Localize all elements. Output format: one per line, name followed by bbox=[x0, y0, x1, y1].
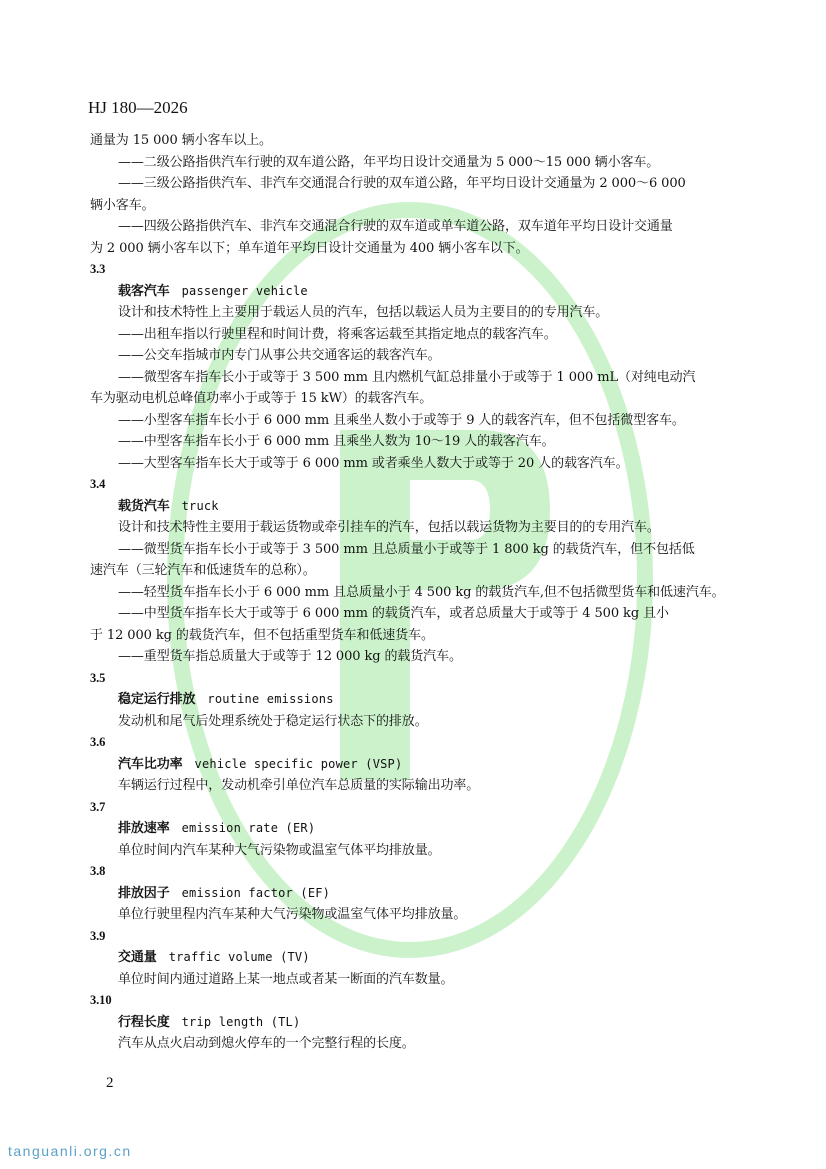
text-line: 单位时间内通过道路上某一地点或者某一断面的汽车数量。 bbox=[118, 971, 454, 987]
term-english: truck bbox=[181, 498, 219, 513]
text-line: 单位时间内汽车某种大气污染物或温室气体平均排放量。 bbox=[118, 842, 441, 858]
term-heading bbox=[0, 754, 826, 776]
term-chinese: 交通量 bbox=[118, 950, 157, 965]
text-line: 汽车从点火启动到熄火停车的一个完整行程的长度。 bbox=[118, 1036, 415, 1051]
term-english: trip length (TL) bbox=[181, 1014, 301, 1029]
document-body bbox=[0, 130, 826, 1055]
term-chinese: 稳定运行排放 bbox=[118, 692, 196, 707]
text-line: 设计和技术特性主要用于载运货物或牵引挂车的汽车，包括以载运货物为主要目的的专用汽车。 bbox=[118, 520, 660, 535]
text-line: 车辆运行过程中，发动机牵引单位汽车总质量的实际输出功率。 bbox=[118, 778, 480, 793]
text-line: ——公交车指城市内专门从事公共交通客运的载客汽车。 bbox=[118, 348, 441, 363]
standard-code-header: HJ 180—2026 bbox=[88, 98, 188, 117]
text-line: ——出租车指以行驶里程和时间计费，将乘客运载至其指定地点的载客汽车。 bbox=[118, 326, 557, 342]
text-line: ——中型货车指车长大于或等于 6 000 mm 的载货汽车，或者总质量大于或等于 4 500 kg 且小 bbox=[118, 606, 669, 621]
text-line: 通量为 15 000 辆小客车以上。 bbox=[90, 133, 272, 148]
clause-number: 3.5 bbox=[90, 670, 106, 685]
text-line: 于 12 000 kg 的载货汽车，但不包括重型货车和低速货车。 bbox=[90, 627, 434, 643]
term-chinese: 载货汽车 bbox=[118, 498, 170, 514]
term-english: emission factor (EF) bbox=[181, 885, 331, 900]
site-watermark-bar bbox=[0, 1135, 826, 1169]
text-line: 辆小客车。 bbox=[90, 197, 155, 213]
text-line: ——轻型货车指车长小于 6 000 mm 且总质量小于 4 500 kg 的载货汽车,但不包括微型货车和低速汽车。 bbox=[118, 584, 725, 600]
term-heading bbox=[0, 1012, 826, 1034]
text-line: ——重型货车指总质量大于或等于 12 000 kg 的载货汽车。 bbox=[118, 649, 462, 664]
term-chinese: 排放速率 bbox=[118, 821, 170, 836]
term-chinese: 排放因子 bbox=[118, 885, 170, 901]
text-line: ——四级公路指供汽车、非汽车交通混合行驶的双车道或单车道公路，双车道年平均日设计交通量 bbox=[118, 219, 673, 234]
term-chinese: 行程长度 bbox=[118, 1014, 170, 1030]
site-watermark-text: tanguanli.org.cn bbox=[8, 1143, 132, 1159]
term-heading bbox=[0, 883, 826, 905]
term-heading bbox=[0, 947, 826, 969]
text-line: 单位行驶里程内汽车某种大气污染物或温室气体平均排放量。 bbox=[118, 907, 467, 922]
clause-number: 3.9 bbox=[90, 928, 106, 943]
page-number: 2 bbox=[106, 1075, 114, 1091]
term-heading bbox=[0, 281, 826, 303]
text-line: 发动机和尾气后处理系统处于稳定运行状态下的排放。 bbox=[118, 713, 428, 729]
clause-number: 3.3 bbox=[90, 262, 106, 276]
clause-number: 3.6 bbox=[90, 735, 106, 749]
clause-number: 3.4 bbox=[90, 477, 106, 491]
term-heading bbox=[0, 818, 826, 840]
term-heading bbox=[0, 496, 826, 518]
text-line: ——大型客车指车长大于或等于 6 000 mm 或者乘坐人数大于或等于 20 人的载客汽车。 bbox=[118, 455, 629, 471]
text-line: 设计和技术特性上主要用于载运人员的汽车，包括以载运人员为主要目的的专用汽车。 bbox=[118, 305, 609, 320]
text-line: 速汽车（三轮汽车和低速货车的总称）。 bbox=[90, 563, 316, 578]
text-line: ——二级公路指供汽车行驶的双车道公路，年平均日设计交通量为 5 000～15 000 辆小客车。 bbox=[118, 154, 660, 170]
text-line: ——微型客车指车长小于或等于 3 500 mm 且内燃机气缸总排量小于或等于 1 000 mL（对纯电动汽 bbox=[118, 369, 696, 385]
term-english: emission rate (ER) bbox=[181, 821, 316, 835]
text-line: ——三级公路指供汽车、非汽车交通混合行驶的双车道公路，年平均日设计交通量为 2 000～6 000 bbox=[118, 176, 686, 191]
term-english: routine emissions bbox=[207, 692, 334, 706]
clause-number: 3.8 bbox=[90, 864, 106, 878]
text-line: ——小型客车指车长小于 6 000 mm 且乘坐人数小于或等于 9 人的载客汽车，但不包括微型客车。 bbox=[118, 412, 685, 428]
clause-number: 3.10 bbox=[90, 993, 112, 1007]
text-line: 车为驱动电机总峰值功率小于或等于 15 kW）的载客汽车。 bbox=[90, 391, 433, 406]
term-english: traffic volume (TV) bbox=[168, 950, 310, 964]
term-chinese: 载客汽车 bbox=[118, 283, 170, 299]
clause-number: 3.7 bbox=[90, 799, 106, 814]
text-line: ——中型客车指车长小于 6 000 mm 且乘坐人数为 10～19 人的载客汽车。 bbox=[118, 434, 555, 449]
term-chinese: 汽车比功率 bbox=[118, 756, 183, 772]
term-english: vehicle specific power (VSP) bbox=[194, 756, 403, 771]
term-heading bbox=[0, 689, 826, 711]
text-line: 为 2 000 辆小客车以下；单车道年平均日设计交通量为 400 辆小客车以下。 bbox=[90, 240, 529, 256]
text-line: ——微型货车指车长小于或等于 3 500 mm 且总质量小于或等于 1 800 kg 的载货汽车，但不包括低 bbox=[118, 541, 695, 557]
term-english: passenger vehicle bbox=[181, 283, 308, 298]
